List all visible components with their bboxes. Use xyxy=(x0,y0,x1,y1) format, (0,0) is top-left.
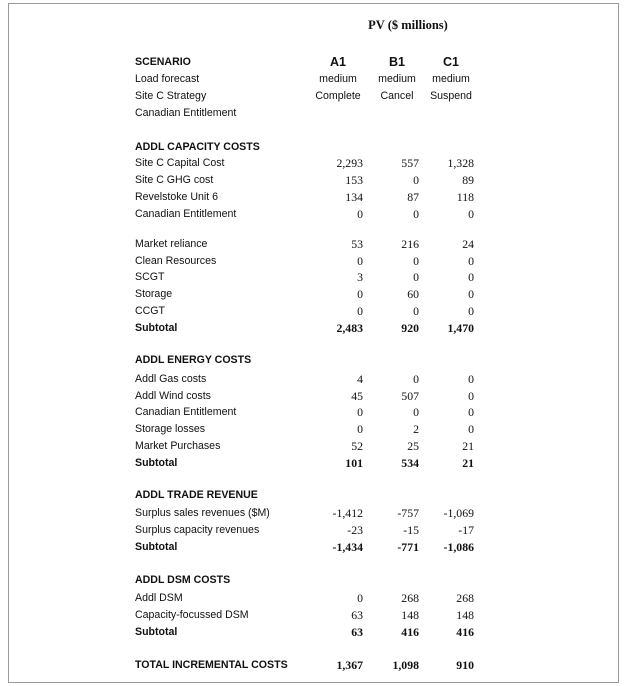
scenario-cell: medium xyxy=(432,73,470,85)
value-cell: 87 xyxy=(407,190,419,204)
value-cell: 60 xyxy=(407,287,419,301)
value-cell: 2,483 xyxy=(336,321,363,335)
table-row xyxy=(0,155,624,171)
value-cell: 0 xyxy=(468,207,474,221)
table-row xyxy=(0,303,624,319)
row-label: Addl DSM xyxy=(135,592,183,604)
value-cell: 0 xyxy=(468,270,474,284)
value-cell: 0 xyxy=(413,173,419,187)
value-cell: 0 xyxy=(413,304,419,318)
value-cell: 53 xyxy=(351,237,363,251)
value-cell: 148 xyxy=(401,608,419,622)
value-cell: 0 xyxy=(413,405,419,419)
table-row xyxy=(0,438,624,454)
value-cell: 21 xyxy=(462,439,474,453)
scenario-cell: Cancel xyxy=(380,90,414,102)
table-row xyxy=(0,590,624,606)
value-cell: 0 xyxy=(468,389,474,403)
value-cell: 24 xyxy=(462,237,474,251)
value-cell: 0 xyxy=(357,591,363,605)
value-cell: 507 xyxy=(401,389,419,403)
value-cell: 0 xyxy=(468,422,474,436)
row-label: ADDL CAPACITY COSTS xyxy=(135,141,260,153)
value-cell: -23 xyxy=(347,523,363,537)
scenario-cell: medium xyxy=(378,73,416,85)
row-label: Site C GHG cost xyxy=(135,174,214,186)
row-label: Revelstoke Unit 6 xyxy=(135,191,219,203)
table-row xyxy=(0,253,624,269)
section-title xyxy=(0,487,624,503)
value-cell: 63 xyxy=(351,625,363,639)
value-cell: 25 xyxy=(407,439,419,453)
value-cell: 0 xyxy=(357,207,363,221)
table-row xyxy=(0,404,624,420)
value-cell: 1,098 xyxy=(392,658,419,672)
value-cell: 0 xyxy=(357,422,363,436)
value-cell: 0 xyxy=(413,372,419,386)
scenario-cell: Complete xyxy=(315,90,361,102)
subtotal-row xyxy=(0,320,624,336)
table-row xyxy=(0,607,624,623)
value-cell: -1,086 xyxy=(443,540,474,554)
row-label: Site C Capital Cost xyxy=(135,157,225,169)
table-header: PV ($ millions) xyxy=(368,18,448,32)
total-row xyxy=(0,657,624,673)
scenario-cell: medium xyxy=(319,73,357,85)
section-title xyxy=(0,352,624,368)
row-label: Market Purchases xyxy=(135,440,221,452)
table-row xyxy=(0,236,624,252)
value-cell: 0 xyxy=(468,287,474,301)
scenario-row xyxy=(0,105,624,121)
table-row xyxy=(0,172,624,188)
value-cell: -1,412 xyxy=(332,506,363,520)
value-cell: 1,367 xyxy=(336,658,363,672)
row-label: Addl Gas costs xyxy=(135,373,207,385)
row-label: Surplus capacity revenues xyxy=(135,524,260,536)
row-label: ADDL TRADE REVENUE xyxy=(135,489,258,501)
row-label: TOTAL INCREMENTAL COSTS xyxy=(135,659,288,671)
table-row xyxy=(0,371,624,387)
row-label: Market reliance xyxy=(135,238,208,250)
value-cell: 1,470 xyxy=(447,321,474,335)
value-cell: 0 xyxy=(468,405,474,419)
value-cell: 0 xyxy=(357,287,363,301)
value-cell: 118 xyxy=(456,190,474,204)
row-label: Storage xyxy=(135,288,173,300)
row-label: Subtotal xyxy=(135,541,178,553)
table-row xyxy=(0,522,624,538)
row-label: Subtotal xyxy=(135,457,178,469)
scenario-header-row xyxy=(0,54,624,70)
scenario-cell: C1 xyxy=(443,55,459,69)
scenario-cell: A1 xyxy=(330,55,346,69)
value-cell: 0 xyxy=(468,254,474,268)
table-row xyxy=(0,388,624,404)
row-label: Addl Wind costs xyxy=(135,390,211,402)
subtotal-row xyxy=(0,624,624,640)
value-cell: 0 xyxy=(357,405,363,419)
scenario-row xyxy=(0,71,624,87)
row-label: Clean Resources xyxy=(135,255,217,267)
row-label: Subtotal xyxy=(135,626,178,638)
row-label: Storage losses xyxy=(135,423,206,435)
table-row xyxy=(0,206,624,222)
row-label: Surplus sales revenues ($M) xyxy=(135,507,270,519)
value-cell: 2 xyxy=(413,422,419,436)
value-cell: -1,069 xyxy=(443,506,474,520)
scenario-cell: B1 xyxy=(389,55,405,69)
value-cell: 4 xyxy=(357,372,363,386)
value-cell: -771 xyxy=(397,540,419,554)
value-cell: 45 xyxy=(351,389,363,403)
subtotal-row xyxy=(0,539,624,555)
value-cell: 153 xyxy=(345,173,363,187)
value-cell: 148 xyxy=(456,608,474,622)
value-cell: 52 xyxy=(351,439,363,453)
value-cell: 416 xyxy=(456,625,474,639)
row-label: ADDL ENERGY COSTS xyxy=(135,354,252,366)
value-cell: 0 xyxy=(357,304,363,318)
value-cell: 0 xyxy=(357,254,363,268)
value-cell: 268 xyxy=(401,591,419,605)
row-label: Canadian Entitlement xyxy=(135,208,237,220)
row-label: SCGT xyxy=(135,271,165,283)
value-cell: 534 xyxy=(401,456,419,470)
row-label: Subtotal xyxy=(135,322,178,334)
subtotal-row xyxy=(0,455,624,471)
value-cell: 920 xyxy=(401,321,419,335)
row-label: CCGT xyxy=(135,305,166,317)
table-row xyxy=(0,421,624,437)
table-row xyxy=(0,505,624,521)
row-label: Site C Strategy xyxy=(135,90,207,102)
value-cell: 134 xyxy=(345,190,363,204)
value-cell: -15 xyxy=(403,523,419,537)
section-title xyxy=(0,572,624,588)
value-cell: 101 xyxy=(345,456,363,470)
table-row xyxy=(0,286,624,302)
scenario-cell: Suspend xyxy=(430,90,472,102)
value-cell: 2,293 xyxy=(336,156,363,170)
scenario-row xyxy=(0,88,624,104)
value-cell: -1,434 xyxy=(332,540,363,554)
table-row xyxy=(0,269,624,285)
value-cell: 557 xyxy=(401,156,419,170)
value-cell: 89 xyxy=(462,173,474,187)
value-cell: 216 xyxy=(401,237,419,251)
value-cell: 0 xyxy=(413,270,419,284)
value-cell: 416 xyxy=(401,625,419,639)
value-cell: -17 xyxy=(458,523,474,537)
table-row xyxy=(0,189,624,205)
row-label: ADDL DSM COSTS xyxy=(135,574,231,586)
value-cell: 1,328 xyxy=(447,156,474,170)
row-label: Canadian Entitlement xyxy=(135,406,237,418)
value-cell: 0 xyxy=(413,207,419,221)
value-cell: 268 xyxy=(456,591,474,605)
value-cell: 0 xyxy=(413,254,419,268)
row-label: SCENARIO xyxy=(135,56,191,68)
value-cell: 910 xyxy=(456,658,474,672)
section-title xyxy=(0,139,624,155)
value-cell: 3 xyxy=(357,270,363,284)
value-cell: -757 xyxy=(397,506,419,520)
row-label: Capacity-focussed DSM xyxy=(135,609,249,621)
value-cell: 0 xyxy=(468,372,474,386)
value-cell: 0 xyxy=(468,304,474,318)
row-label: Canadian Entitlement xyxy=(135,107,237,119)
value-cell: 63 xyxy=(351,608,363,622)
value-cell: 21 xyxy=(462,456,474,470)
row-label: Load forecast xyxy=(135,73,200,85)
